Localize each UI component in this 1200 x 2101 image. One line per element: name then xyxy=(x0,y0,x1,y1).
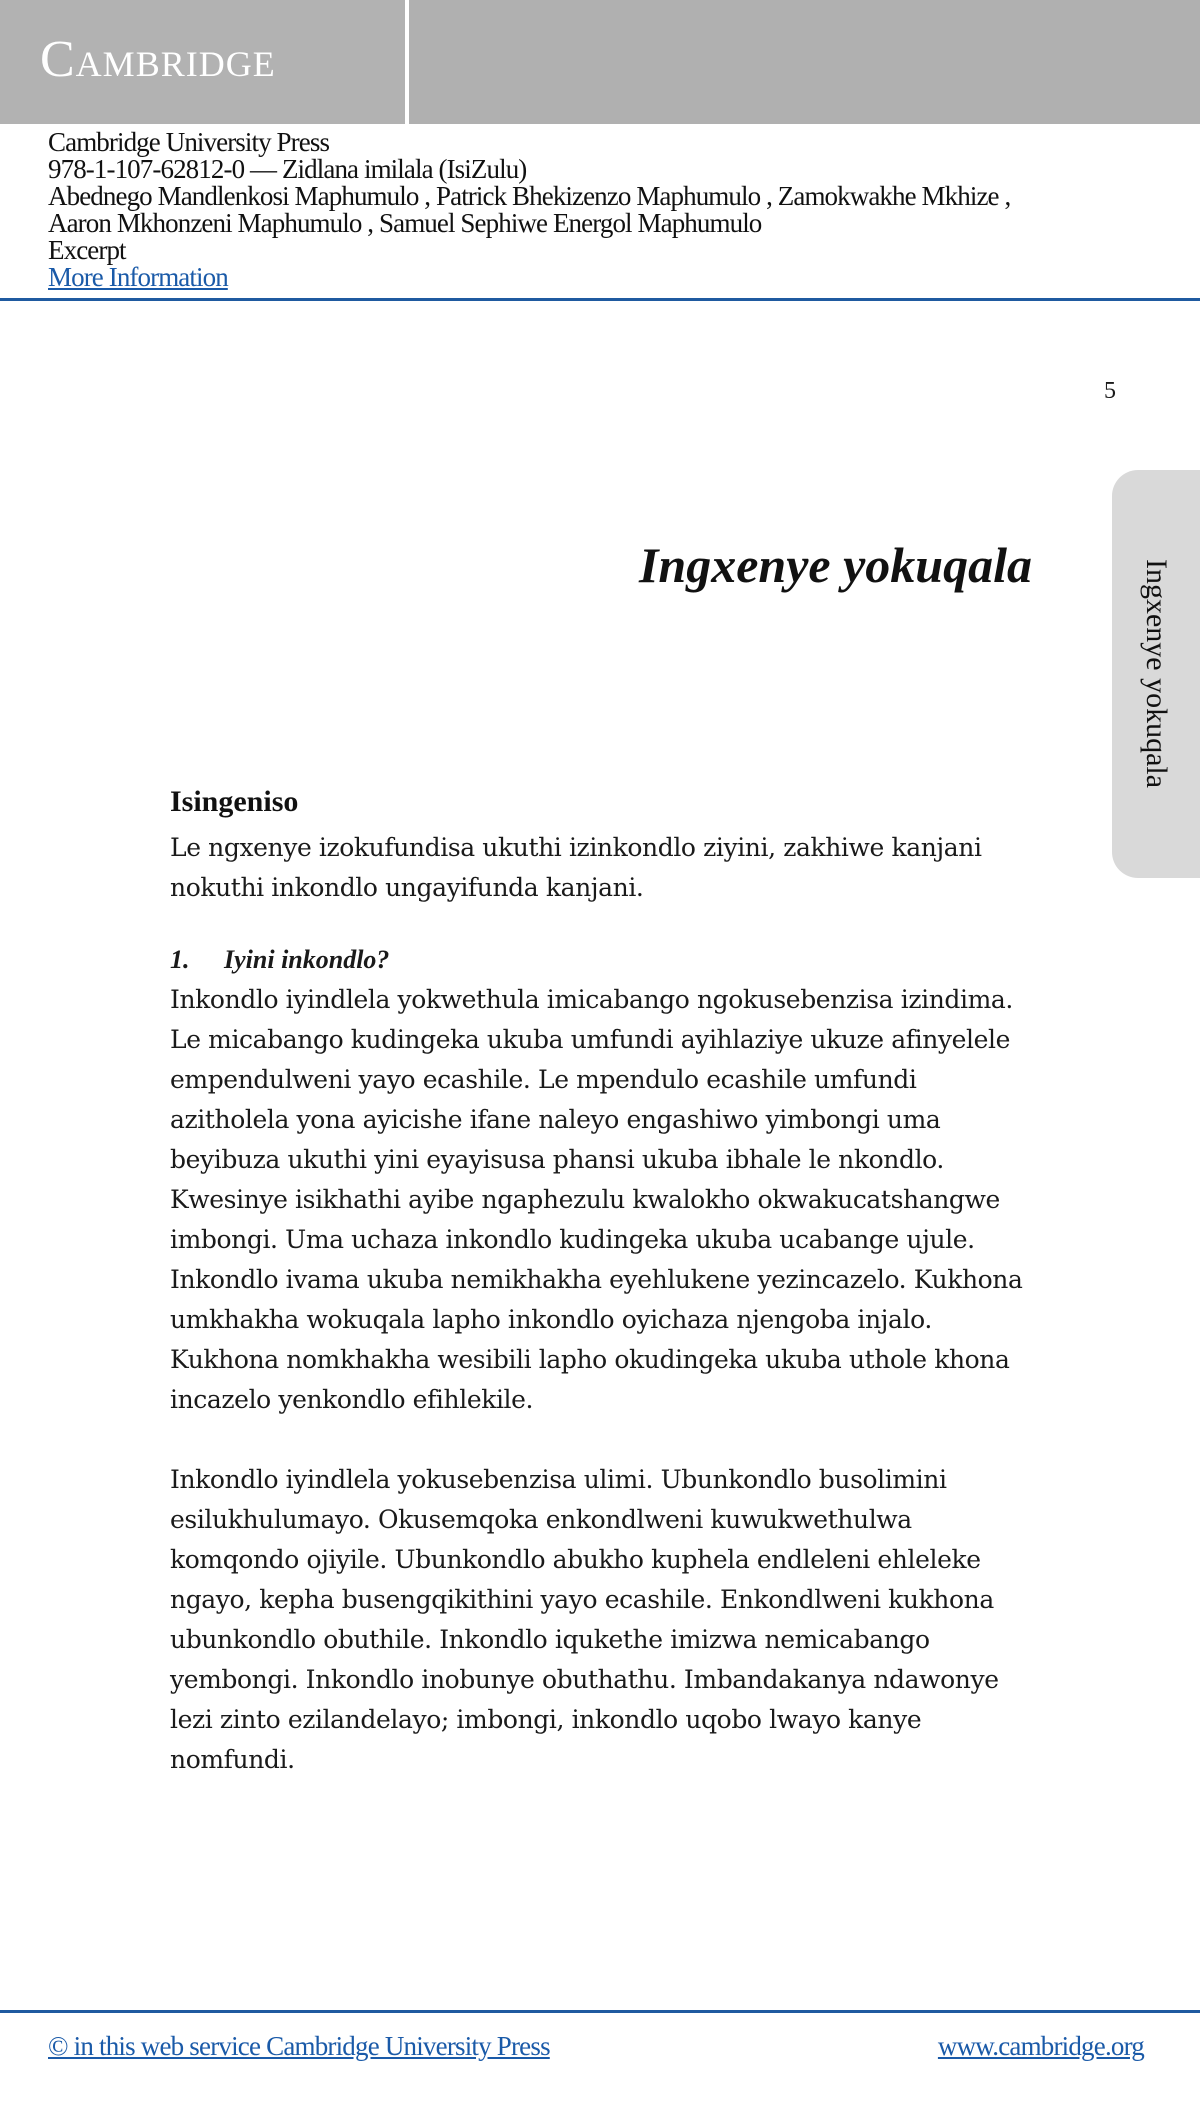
isbn-title: 978-1-107-62812-0 — Zidlana imilala (IsiZulu) xyxy=(48,154,527,184)
body-paragraph-2: Inkondlo iyindlela yokusebenzisa ulimi. Ubunkondlo busolimini esilukhulumayo. Okusemqoka enkondlweni kuwukwethulwa komqondo ojiyile. Ubunkondlo abukho kuphela endleleni ehleleke ngayo, kepha busengqikithini yayo ecashile. Enkondlweni kukhona ubunkondlo obuthile. Inkondlo iqukethe imizwa nemicabango yembongi. Inkondlo inobunye obuthathu. Imbandakanya ndawonye lezi zinto ezilandelayo; imbongi, inkondlo uqobo lwayo kanye nomfundi. xyxy=(170,1465,999,1774)
authors-line-2: Aaron Mkhonzeni Maphumulo , Samuel Sephiwe Energol Maphumulo xyxy=(48,208,762,238)
publisher-name: Cambridge University Press xyxy=(48,127,330,157)
section-heading: Isingeniso xyxy=(170,785,299,818)
footer-rule xyxy=(0,2010,1200,2013)
copyright-link[interactable]: © in this web service Cambridge University Press xyxy=(48,2031,550,2061)
intro-paragraph: Le ngxenye izokufundisa ukuthi izinkondlo ziyini, zakhiwe kanjani nokuthi inkondlo ungayifunda kanjani. xyxy=(170,833,982,902)
body-paragraph-1: Inkondlo iyindlela yokwethula imicabango ngokusebenzisa izindima. Le micabango kudingeka ukuba umfundi ayihlaziye ukuze afinyelele empendulweni yayo ecashile. Le mpendulo ecashile umfundi azitholela yona ayicishe ifane naleyo engashiwo yimbongi uma beyibuza ukuthi yini eyayisusa phansi ukuba ibhale le nkondlo. Kwesinye isikhathi ayibe ngaphezulu kwalokho okwakucatshangwe imbongi. Uma uchaza inkondlo kudingeka ukuba ucabange ujule. Inkondlo ivama ukuba nemikhakha eyehlukene yezincazelo. Kukhona umkhakha wokuqala lapho inkondlo oyichaza njengoba injalo. Kukhona nomkhakha wesibili lapho okudingeka ukuba uthole khona incazelo yenkondlo efihlekile. xyxy=(170,985,1023,1414)
main-content xyxy=(170,782,1030,1780)
question-heading xyxy=(170,940,1030,980)
chapter-title: Ingxenye yokuqala xyxy=(638,537,1032,593)
question-number: 1. xyxy=(170,945,190,974)
book-metadata xyxy=(48,129,1168,291)
banner-divider xyxy=(405,0,409,124)
logo-block xyxy=(0,0,405,124)
cambridge-logo: Cambridge xyxy=(40,31,276,88)
authors-line-1: Abednego Mandlenkosi Maphumulo , Patrick Bhekizenzo Maphumulo , Zamokwakhe Mkhize , xyxy=(48,181,1011,211)
section-side-tab xyxy=(1112,470,1200,878)
question-title: Iyini inkondlo? xyxy=(224,945,390,974)
page-number: 5 xyxy=(1104,378,1116,404)
website-link[interactable]: www.cambridge.org xyxy=(937,2031,1144,2061)
header-banner xyxy=(0,0,1200,124)
excerpt-label: Excerpt xyxy=(48,235,126,265)
side-tab-label: Ingxenye yokuqala xyxy=(1140,559,1173,789)
header-rule xyxy=(0,298,1200,301)
more-information-link[interactable]: More Information xyxy=(48,262,228,292)
